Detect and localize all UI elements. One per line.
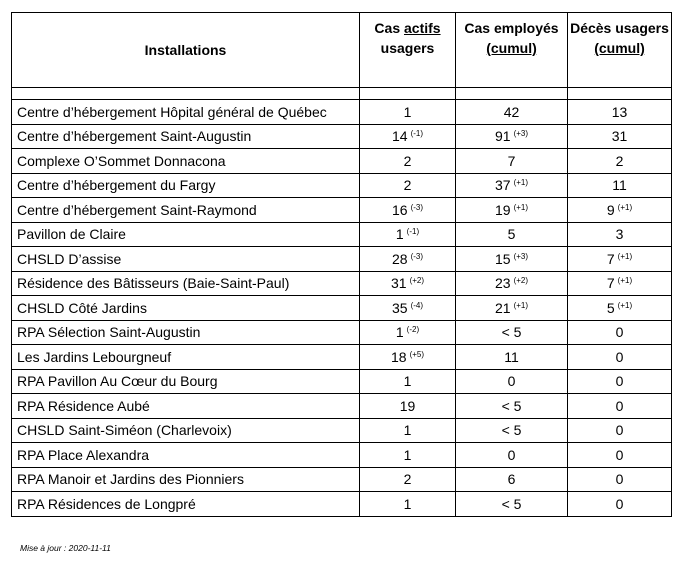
deces-cell [568, 271, 672, 296]
cas-employes-cell [456, 443, 568, 468]
cas-actifs-cell [360, 467, 456, 492]
installation-name-cell: Centre d’hébergement Hôpital général de Québec [12, 100, 360, 125]
deces-cell [568, 100, 672, 125]
deces-cell [568, 296, 672, 321]
installation-name-cell: RPA Sélection Saint-Augustin [12, 320, 360, 345]
cas-actifs-cell-value: 28 [391, 250, 408, 267]
installation-name-cell: CHSLD Saint-Siméon (Charlevoix) [12, 418, 360, 443]
cas-actifs-cell [360, 345, 456, 370]
header-cas-employes [456, 13, 568, 88]
deces-cell [568, 394, 672, 419]
installation-name-cell: RPA Pavillon Au Cœur du Bourg [12, 369, 360, 394]
cas-actifs-cell [360, 149, 456, 174]
installation-name-cell: RPA Place Alexandra [12, 443, 360, 468]
spacer-cell [568, 88, 672, 100]
deces-cell-value: 0 [615, 495, 624, 512]
installation-name-cell: CHSLD D’assise [12, 247, 360, 272]
deces-cell-value: 13 [611, 103, 628, 120]
deces-cell [568, 443, 672, 468]
deces-cell [568, 247, 672, 272]
table-row [12, 198, 672, 223]
deces-cell [568, 369, 672, 394]
table-row [12, 369, 672, 394]
cas-actifs-cell-value: 1 [403, 103, 412, 120]
cas-actifs-cell-value: 2 [403, 152, 412, 169]
cas-employes-cell [456, 222, 568, 247]
deces-cell-value: 0 [615, 324, 624, 341]
cas-employes-cell-value: 11 [504, 348, 519, 365]
cas-actifs-cell-value: 1 [403, 422, 412, 439]
header-deces-cumul: (cumul) [594, 40, 645, 56]
cas-employes-cell [456, 492, 568, 517]
deces-cell-value: 0 [615, 373, 624, 390]
cas-employes-cell [456, 271, 568, 296]
cas-actifs-cell [360, 320, 456, 345]
cas-employes-cell-value: 42 [503, 103, 520, 120]
table-row [12, 492, 672, 517]
cas-employes-cell [456, 320, 568, 345]
table-row [12, 443, 672, 468]
deces-cell [568, 124, 672, 149]
cas-actifs-cell-value: 1 [395, 324, 404, 341]
cas-employes-cell-value: < 5 [501, 422, 522, 439]
cas-actifs-cell-delta: (-1) [410, 129, 424, 139]
cas-actifs-cell [360, 100, 456, 125]
cas-employes-cell [456, 100, 568, 125]
installation-name-cell: Complexe O’Sommet Donnacona [12, 149, 360, 174]
cas-employes-cell [456, 198, 568, 223]
cas-employes-cell-value: 7 [507, 152, 516, 169]
table-row [12, 296, 672, 321]
deces-cell-value: 0 [615, 348, 624, 365]
cas-actifs-cell-delta: (-3) [410, 251, 424, 261]
installations-table [11, 12, 672, 517]
cas-actifs-cell [360, 271, 456, 296]
cas-employes-cell-value: 91 [494, 128, 511, 145]
deces-cell-value: 7 [606, 275, 615, 292]
cas-actifs-cell-value: 1 [403, 373, 412, 390]
installations-table-container [11, 12, 671, 517]
header-cas-actifs-usagers [360, 13, 456, 88]
deces-cell [568, 320, 672, 345]
cas-actifs-cell-value: 1 [403, 446, 412, 463]
header-deces-line1: Décès usagers [570, 20, 669, 36]
cas-actifs-cell [360, 492, 456, 517]
update-date-footnote: Mise à jour : 2020-11-11 [20, 543, 111, 553]
cas-employes-cell [456, 124, 568, 149]
installation-name-cell: CHSLD Côté Jardins [12, 296, 360, 321]
installation-name-cell: Centre d’hébergement Saint-Augustin [12, 124, 360, 149]
cas-employes-cell [456, 369, 568, 394]
installation-name-cell: Centre d’hébergement Saint-Raymond [12, 198, 360, 223]
header-cas-actifs-line1 [374, 18, 440, 38]
cas-employes-cell-delta: (+3) [513, 251, 529, 261]
deces-cell [568, 222, 672, 247]
table-row [12, 394, 672, 419]
deces-cell-value: 31 [611, 128, 628, 145]
installation-name-cell: RPA Résidence Aubé [12, 394, 360, 419]
cas-actifs-cell-value: 31 [390, 275, 407, 292]
installation-name-cell: Centre d’hébergement du Fargy [12, 173, 360, 198]
deces-cell-value: 3 [615, 226, 624, 243]
cas-actifs-cell-value: 14 [391, 128, 408, 145]
header-cas-employes-line1: Cas employés [464, 20, 559, 36]
deces-cell [568, 173, 672, 198]
cas-employes-cell [456, 345, 568, 370]
table-row [12, 418, 672, 443]
cas-actifs-cell-value: 19 [399, 397, 416, 414]
deces-cell [568, 149, 672, 174]
cas-employes-cell-value: 0 [507, 373, 516, 390]
deces-cell [568, 492, 672, 517]
header-installations [12, 13, 360, 88]
cas-employes-cell-value: 23 [494, 275, 511, 292]
header-usagers: usagers [380, 40, 435, 56]
cas-employes-cell-value: < 5 [501, 397, 522, 414]
deces-cell-value: 5 [606, 299, 615, 316]
cas-actifs-cell-delta: (-3) [410, 202, 424, 212]
cas-actifs-cell [360, 222, 456, 247]
table-row [12, 320, 672, 345]
cas-employes-cell-value: 37 [494, 177, 511, 194]
cas-employes-cell [456, 173, 568, 198]
deces-cell-value: 9 [606, 201, 615, 218]
cas-employes-cell-value: < 5 [501, 495, 522, 512]
deces-cell-value: 0 [615, 422, 624, 439]
deces-cell-value: 0 [615, 471, 624, 488]
cas-actifs-cell-value: 16 [391, 201, 408, 218]
cas-actifs-cell [360, 394, 456, 419]
installation-name-cell: RPA Manoir et Jardins des Pionniers [12, 467, 360, 492]
installation-name-cell: Les Jardins Lebourgneuf [12, 345, 360, 370]
cas-employes-cell-value: 15 [494, 250, 511, 267]
cas-actifs-cell-value: 1 [395, 226, 404, 243]
cas-actifs-cell-delta: (+2) [409, 276, 425, 286]
deces-cell-value: 2 [615, 152, 624, 169]
deces-cell-value: 11 [612, 177, 627, 194]
table-row [12, 124, 672, 149]
header-cas-employes-cumul: (cumul) [486, 40, 537, 56]
cas-employes-cell [456, 296, 568, 321]
table-row [12, 271, 672, 296]
cas-actifs-cell-delta: (-2) [406, 325, 420, 335]
cas-employes-cell-delta: (+2) [513, 276, 529, 286]
installation-name-cell: RPA Résidences de Longpré [12, 492, 360, 517]
cas-actifs-cell-value: 18 [390, 348, 407, 365]
cas-employes-cell-delta: (+1) [513, 300, 529, 310]
cas-employes-cell [456, 394, 568, 419]
cas-employes-cell-delta: (+1) [513, 178, 529, 188]
spacer-cell [360, 88, 456, 100]
table-row [12, 247, 672, 272]
cas-employes-cell-value: < 5 [501, 324, 522, 341]
deces-cell [568, 467, 672, 492]
table-row [12, 173, 672, 198]
cas-actifs-cell-value: 35 [391, 299, 408, 316]
deces-cell-value: 7 [606, 250, 615, 267]
table-row [12, 100, 672, 125]
cas-employes-cell-value: 5 [507, 226, 516, 243]
deces-cell-delta: (+1) [617, 202, 633, 212]
deces-cell-value: 0 [615, 446, 624, 463]
table-row [12, 222, 672, 247]
installation-name-cell: Résidence des Bâtisseurs (Baie-Saint-Paul) [12, 271, 360, 296]
cas-actifs-cell-delta: (+5) [409, 349, 425, 359]
cas-actifs-cell-delta: (-4) [410, 300, 424, 310]
spacer-cell [456, 88, 568, 100]
header-actifs-underlined: actifs [404, 20, 441, 36]
cas-actifs-cell-value: 2 [403, 471, 412, 488]
deces-cell-delta: (+1) [617, 300, 633, 310]
cas-employes-cell-value: 19 [494, 201, 511, 218]
table-body [12, 88, 672, 517]
table-header-row [12, 13, 672, 88]
cas-employes-cell-delta: (+3) [513, 129, 529, 139]
cas-actifs-cell [360, 198, 456, 223]
deces-cell [568, 345, 672, 370]
table-spacer-row [12, 88, 672, 100]
cas-actifs-cell-value: 1 [403, 495, 412, 512]
table-row [12, 345, 672, 370]
cas-employes-cell [456, 467, 568, 492]
cas-actifs-cell-delta: (-1) [406, 227, 420, 237]
header-cas-prefix: Cas [374, 20, 404, 36]
cas-employes-cell-value: 0 [507, 446, 516, 463]
cas-actifs-cell [360, 443, 456, 468]
deces-cell [568, 418, 672, 443]
deces-cell-value: 0 [615, 397, 624, 414]
deces-cell-delta: (+1) [617, 251, 633, 261]
cas-actifs-cell [360, 369, 456, 394]
cas-employes-cell-value: 21 [494, 299, 511, 316]
header-installations-label: Installations [144, 42, 227, 58]
cas-employes-cell [456, 418, 568, 443]
header-deces-usagers [568, 13, 672, 88]
cas-employes-cell-value: 6 [507, 471, 516, 488]
cas-actifs-cell-value: 2 [403, 177, 412, 194]
cas-actifs-cell [360, 124, 456, 149]
cas-employes-cell [456, 149, 568, 174]
deces-cell-delta: (+1) [617, 276, 633, 286]
deces-cell [568, 198, 672, 223]
cas-employes-cell [456, 247, 568, 272]
cas-actifs-cell [360, 296, 456, 321]
table-row [12, 149, 672, 174]
spacer-cell [12, 88, 360, 100]
installation-name-cell: Pavillon de Claire [12, 222, 360, 247]
cas-actifs-cell [360, 247, 456, 272]
cas-actifs-cell [360, 173, 456, 198]
cas-employes-cell-delta: (+1) [513, 202, 529, 212]
table-row [12, 467, 672, 492]
cas-actifs-cell [360, 418, 456, 443]
